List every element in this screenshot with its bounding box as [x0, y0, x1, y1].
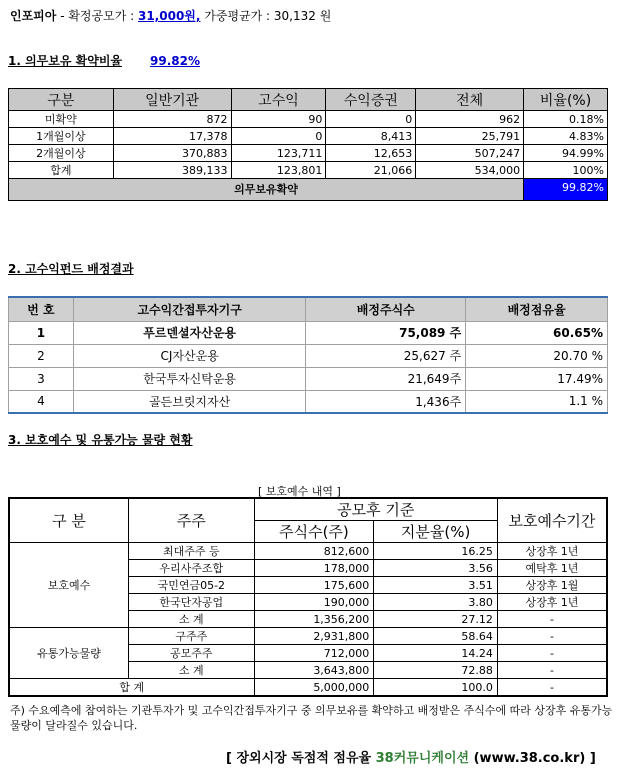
cell: 123,711	[231, 145, 326, 162]
cell: 507,247	[416, 145, 524, 162]
cell: 4.83%	[524, 128, 608, 145]
cell: 한국단자공업	[129, 594, 255, 611]
cell: 16.25	[374, 543, 498, 560]
cell: 712,000	[254, 645, 374, 662]
table-row	[9, 390, 608, 413]
cell: 1,356,200	[254, 611, 374, 628]
col-header: 수익증권	[326, 89, 416, 111]
cell: 상장후 1년	[497, 543, 607, 560]
offer-price-value: 31,000원,	[137, 9, 201, 23]
company-name: 인포피아	[10, 9, 57, 23]
cell: 한국투자신탁운용	[73, 367, 306, 390]
table-row	[9, 111, 608, 128]
col-header: 배정주식수	[306, 297, 466, 321]
table-row	[9, 543, 607, 560]
cell: 17,378	[113, 128, 231, 145]
table-row	[9, 128, 608, 145]
table-row	[9, 628, 607, 645]
col-header: 구분	[9, 89, 114, 111]
cell: 2,931,800	[254, 628, 374, 645]
table-header-row	[9, 297, 608, 321]
section3-title-text: 3. 보호예수 및 유통가능 물량 현황	[8, 433, 193, 447]
cell: 상장후 1년	[497, 594, 607, 611]
cell: 27.12	[374, 611, 498, 628]
cell: 최대주주 등	[129, 543, 255, 560]
cell: 58.64	[374, 628, 498, 645]
cell: 소 계	[129, 662, 255, 679]
total-row	[9, 679, 607, 697]
table-row	[9, 321, 608, 344]
col-header: 고수익	[231, 89, 326, 111]
cell: 0	[326, 111, 416, 128]
table-header-row	[9, 498, 607, 521]
cell: 1	[9, 321, 74, 344]
cell: 94.99%	[524, 145, 608, 162]
col-header: 번 호	[9, 297, 74, 321]
cell: -	[497, 662, 607, 679]
cell: 공모주주	[129, 645, 255, 662]
section1-title	[8, 52, 200, 69]
cell: 예탁후 1년	[497, 560, 607, 577]
total-label: 합 계	[9, 679, 254, 697]
lockup-table	[8, 497, 608, 697]
cell: 우리사주조합	[129, 560, 255, 577]
cell: -	[497, 645, 607, 662]
table-row	[9, 367, 608, 390]
col-header-public: 공모후 기준	[254, 498, 497, 521]
col-header: 고수익간접투자기구	[73, 297, 306, 321]
cell: 3	[9, 367, 74, 390]
cell: 3.80	[374, 594, 498, 611]
offer-price-label: 확정공모가 :	[68, 9, 138, 23]
header-line	[10, 7, 331, 24]
section1-rate: 99.82%	[150, 54, 200, 68]
row-label: 미확약	[9, 111, 114, 128]
cell: 75,089 주	[306, 321, 466, 344]
cell: 90	[231, 111, 326, 128]
cell: 상장후 1월	[497, 577, 607, 594]
footer-brand: 38커뮤니케이션	[375, 751, 470, 766]
cell: 812,600	[254, 543, 374, 560]
cell: 962	[416, 111, 524, 128]
cell: 21,649주	[306, 367, 466, 390]
cell: 21,066	[326, 162, 416, 179]
table-row	[9, 145, 608, 162]
summary-value: 99.82%	[524, 179, 608, 201]
cell: 100.0	[374, 679, 498, 697]
cell: -	[497, 628, 607, 645]
section1-title-text: 1. 의무보유 확약비율	[8, 54, 123, 68]
weighted-avg-label: 가중평균가 :	[200, 9, 274, 23]
cell: 2	[9, 344, 74, 367]
cell: 872	[113, 111, 231, 128]
cell: 3.51	[374, 577, 498, 594]
footer-suffix: (www.38.co.kr) ]	[469, 751, 596, 766]
cell: 0.18%	[524, 111, 608, 128]
cell: 0	[231, 128, 326, 145]
cell: 4	[9, 390, 74, 413]
cell: 구주주	[129, 628, 255, 645]
col-header-shares: 주식수(주)	[254, 521, 374, 543]
cell: 5,000,000	[254, 679, 374, 697]
section3-title	[8, 431, 193, 448]
cell: 20.70 %	[466, 344, 608, 367]
col-header-period: 보호예수기간	[497, 498, 607, 543]
cell: CJ자산운용	[73, 344, 306, 367]
lockup-caption: [ 보호예수 내역 ]	[258, 485, 341, 498]
summary-label: 의무보유확약	[9, 179, 524, 201]
cell: 60.65%	[466, 321, 608, 344]
cell: 190,000	[254, 594, 374, 611]
cell: 14.24	[374, 645, 498, 662]
cell: 17.49%	[466, 367, 608, 390]
cell: -	[497, 679, 607, 697]
cell: 푸르덴셜자산운용	[73, 321, 306, 344]
cell: 국민연금05-2	[129, 577, 255, 594]
cell: 175,600	[254, 577, 374, 594]
cell: 1,436주	[306, 390, 466, 413]
table-header-row	[9, 89, 608, 111]
cell: 123,801	[231, 162, 326, 179]
cell: 534,000	[416, 162, 524, 179]
cell: 72.88	[374, 662, 498, 679]
col-header: 비율(%)	[524, 89, 608, 111]
cell: -	[497, 611, 607, 628]
cell: 1.1 %	[466, 390, 608, 413]
footer-credit	[226, 747, 596, 766]
weighted-avg-value: 30,132 원	[273, 9, 332, 23]
table-row	[9, 162, 608, 179]
footnote: 주) 수요예측에 참여하는 기관투자가 및 고수익간접투자기구 중 의무보유를 확약하고 배정받은 주식수에 따라 상장후 유통가능물량이 달라질수 있습니다.	[10, 704, 613, 732]
header-separator: -	[56, 9, 69, 23]
cell: 178,000	[254, 560, 374, 577]
cell: 3.56	[374, 560, 498, 577]
section2-title	[8, 260, 134, 277]
group-label: 보호예수	[9, 543, 129, 628]
col-header-ratio: 지분율(%)	[374, 521, 498, 543]
cell: 389,133	[113, 162, 231, 179]
table-row	[9, 344, 608, 367]
col-header-gubun: 구 분	[9, 498, 129, 543]
col-header-juju: 주주	[129, 498, 255, 543]
summary-row	[9, 179, 608, 201]
cell: 3,643,800	[254, 662, 374, 679]
cell: 소 계	[129, 611, 255, 628]
col-header: 전체	[416, 89, 524, 111]
row-label: 합계	[9, 162, 114, 179]
row-label: 2개월이상	[9, 145, 114, 162]
col-header: 일반기관	[113, 89, 231, 111]
cell: 100%	[524, 162, 608, 179]
row-label: 1개월이상	[9, 128, 114, 145]
cell: 골든브릿지자산	[73, 390, 306, 413]
cell: 8,413	[326, 128, 416, 145]
fund-allocation-table	[8, 296, 608, 414]
footer-prefix: [ 장외시장 독점적 점유율	[226, 751, 376, 766]
cell: 12,653	[326, 145, 416, 162]
group-label: 유통가능물량	[9, 628, 129, 679]
cell: 25,791	[416, 128, 524, 145]
col-header: 배정점유율	[466, 297, 608, 321]
section2-title-text: 2. 고수익펀드 배정결과	[8, 262, 134, 276]
lockup-ratio-table	[8, 88, 608, 201]
cell: 25,627 주	[306, 344, 466, 367]
cell: 370,883	[113, 145, 231, 162]
